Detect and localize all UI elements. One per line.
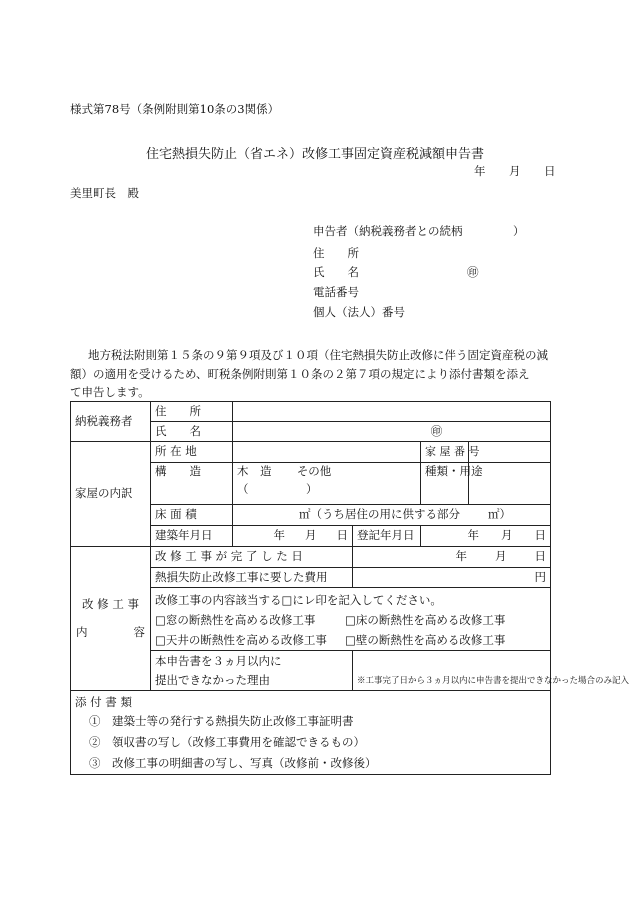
floor-area-unit-2: ㎡） — [488, 507, 511, 522]
house-label: 家屋の内訳 — [71, 442, 151, 547]
check-floor[interactable]: □床の断熱性を高める改修工事 — [345, 613, 506, 627]
body-text-line-1: 地方税法附則第１５条の９第９項及び１０項（住宅熱損失防止改修に伴う固定資産税の減 — [88, 348, 548, 362]
date-month: 月 — [509, 164, 521, 178]
checkbox-instruction: 改修工事の内容該当する□にレ印を記入してください。 — [155, 593, 442, 607]
structure-paren: （ ） — [237, 481, 318, 496]
built-day: 日 — [336, 528, 348, 543]
cost-label: 熱損失防止改修工事に要した費用 — [151, 568, 353, 588]
cost-field[interactable] — [353, 568, 551, 588]
attachments-heading: 添 付 書 類 — [75, 695, 132, 709]
taxpayer-seal: ㊞ — [430, 423, 443, 438]
completed-date-field[interactable] — [353, 547, 551, 568]
applicant-seal: ㊞ — [467, 265, 479, 279]
structure-other: その他 — [296, 464, 332, 478]
late-reason-field[interactable] — [353, 651, 630, 691]
taxpayer-name-field[interactable] — [233, 422, 551, 442]
attachment-item: ① 建築士等の発行する熱損失防止改修工事証明書 — [89, 714, 354, 728]
body-text-line-3: て申告します。 — [70, 385, 150, 399]
structure-wood: 木 造 — [237, 464, 272, 478]
completed-day: 日 — [534, 549, 546, 564]
structure-field[interactable] — [233, 463, 421, 505]
late-reason-note: ※工事完了日から３ヵ月以内に申告書を提出できなかった場合のみ記入 — [357, 676, 630, 687]
date-year: 年 — [474, 164, 486, 178]
taxpayer-label: 納税義務者 — [71, 402, 151, 442]
structure-label: 構 造 — [151, 463, 233, 505]
applicant-individual-number-label: 個人（法人）番号 — [313, 305, 405, 319]
location-field[interactable] — [233, 442, 421, 463]
registered-year: 年 — [467, 528, 479, 543]
attachments-cell — [71, 691, 551, 775]
taxpayer-address-label: 住 所 — [151, 402, 233, 422]
built-date-label: 建築年月日 — [151, 526, 233, 547]
floor-area-unit: ㎡（うち居住の用に供する部分 — [299, 507, 460, 522]
house-number-field[interactable] — [469, 442, 551, 463]
applicant-address-label: 住 所 — [313, 246, 359, 260]
work-label-2: 内 容 — [76, 624, 145, 639]
built-date-field[interactable] — [233, 526, 353, 547]
type-use-label: 種類・用途 — [421, 463, 469, 505]
built-month: 月 — [305, 528, 317, 543]
completed-month: 月 — [495, 549, 507, 564]
built-year: 年 — [273, 528, 285, 543]
registered-day: 日 — [534, 528, 546, 543]
registered-date-field[interactable] — [421, 526, 551, 547]
completed-year: 年 — [455, 549, 467, 564]
form-number: 様式第78号（条例附則第10条の3関係） — [70, 102, 280, 116]
applicant-relation-label: 申告者（納税義務者との続柄 — [313, 224, 463, 238]
attachment-item: ③ 改修工事の明細書の写し、写真（改修前・改修後） — [89, 756, 377, 770]
addressee: 美里町長 殿 — [70, 186, 139, 200]
check-window[interactable]: □窓の断熱性を高める改修工事 — [155, 613, 316, 627]
applicant-name-label: 氏 名 — [313, 265, 359, 279]
declaration-table — [70, 401, 630, 775]
work-label-cell — [71, 547, 151, 691]
work-content-cell — [151, 588, 551, 651]
location-label: 所 在 地 — [151, 442, 233, 463]
floor-area-label: 床 面 積 — [151, 505, 233, 526]
taxpayer-name-label: 氏 名 — [151, 422, 233, 442]
late-reason-label-1: 本申告書を３ヵ月以内に — [155, 653, 282, 668]
check-ceiling[interactable]: □天井の断熱性を高める改修工事 — [155, 633, 327, 647]
check-wall[interactable]: □壁の断熱性を高める改修工事 — [345, 633, 506, 647]
form-title: 住宅熱損失防止（省エネ）改修工事固定資産税減額申告書 — [145, 147, 484, 162]
house-number-label: 家 屋 番 号 — [421, 442, 469, 463]
taxpayer-address-field[interactable] — [233, 402, 551, 422]
registered-date-label: 登記年月日 — [353, 526, 421, 547]
body-text-line-2: 額）の適用を受けるため、町税条例附則第１０条の２第７項の規定により添付書類を添え — [70, 367, 530, 381]
floor-area-field[interactable] — [233, 505, 551, 526]
date-day: 日 — [544, 164, 556, 178]
work-label-1: 改 修 工 事 — [82, 596, 139, 611]
cost-yen: 円 — [534, 569, 546, 584]
completed-date-label: 改 修 工 事 が 完 了 し た 日 — [151, 547, 353, 568]
applicant-phone-label: 電話番号 — [313, 285, 359, 299]
applicant-relation-close: ） — [513, 224, 525, 238]
late-reason-label-2: 提出できなかった理由 — [155, 672, 270, 687]
late-reason-label — [151, 651, 353, 691]
registered-month: 月 — [501, 528, 513, 543]
attachment-item: ② 領収書の写し（改修工事費用を確認できるもの） — [89, 735, 365, 749]
